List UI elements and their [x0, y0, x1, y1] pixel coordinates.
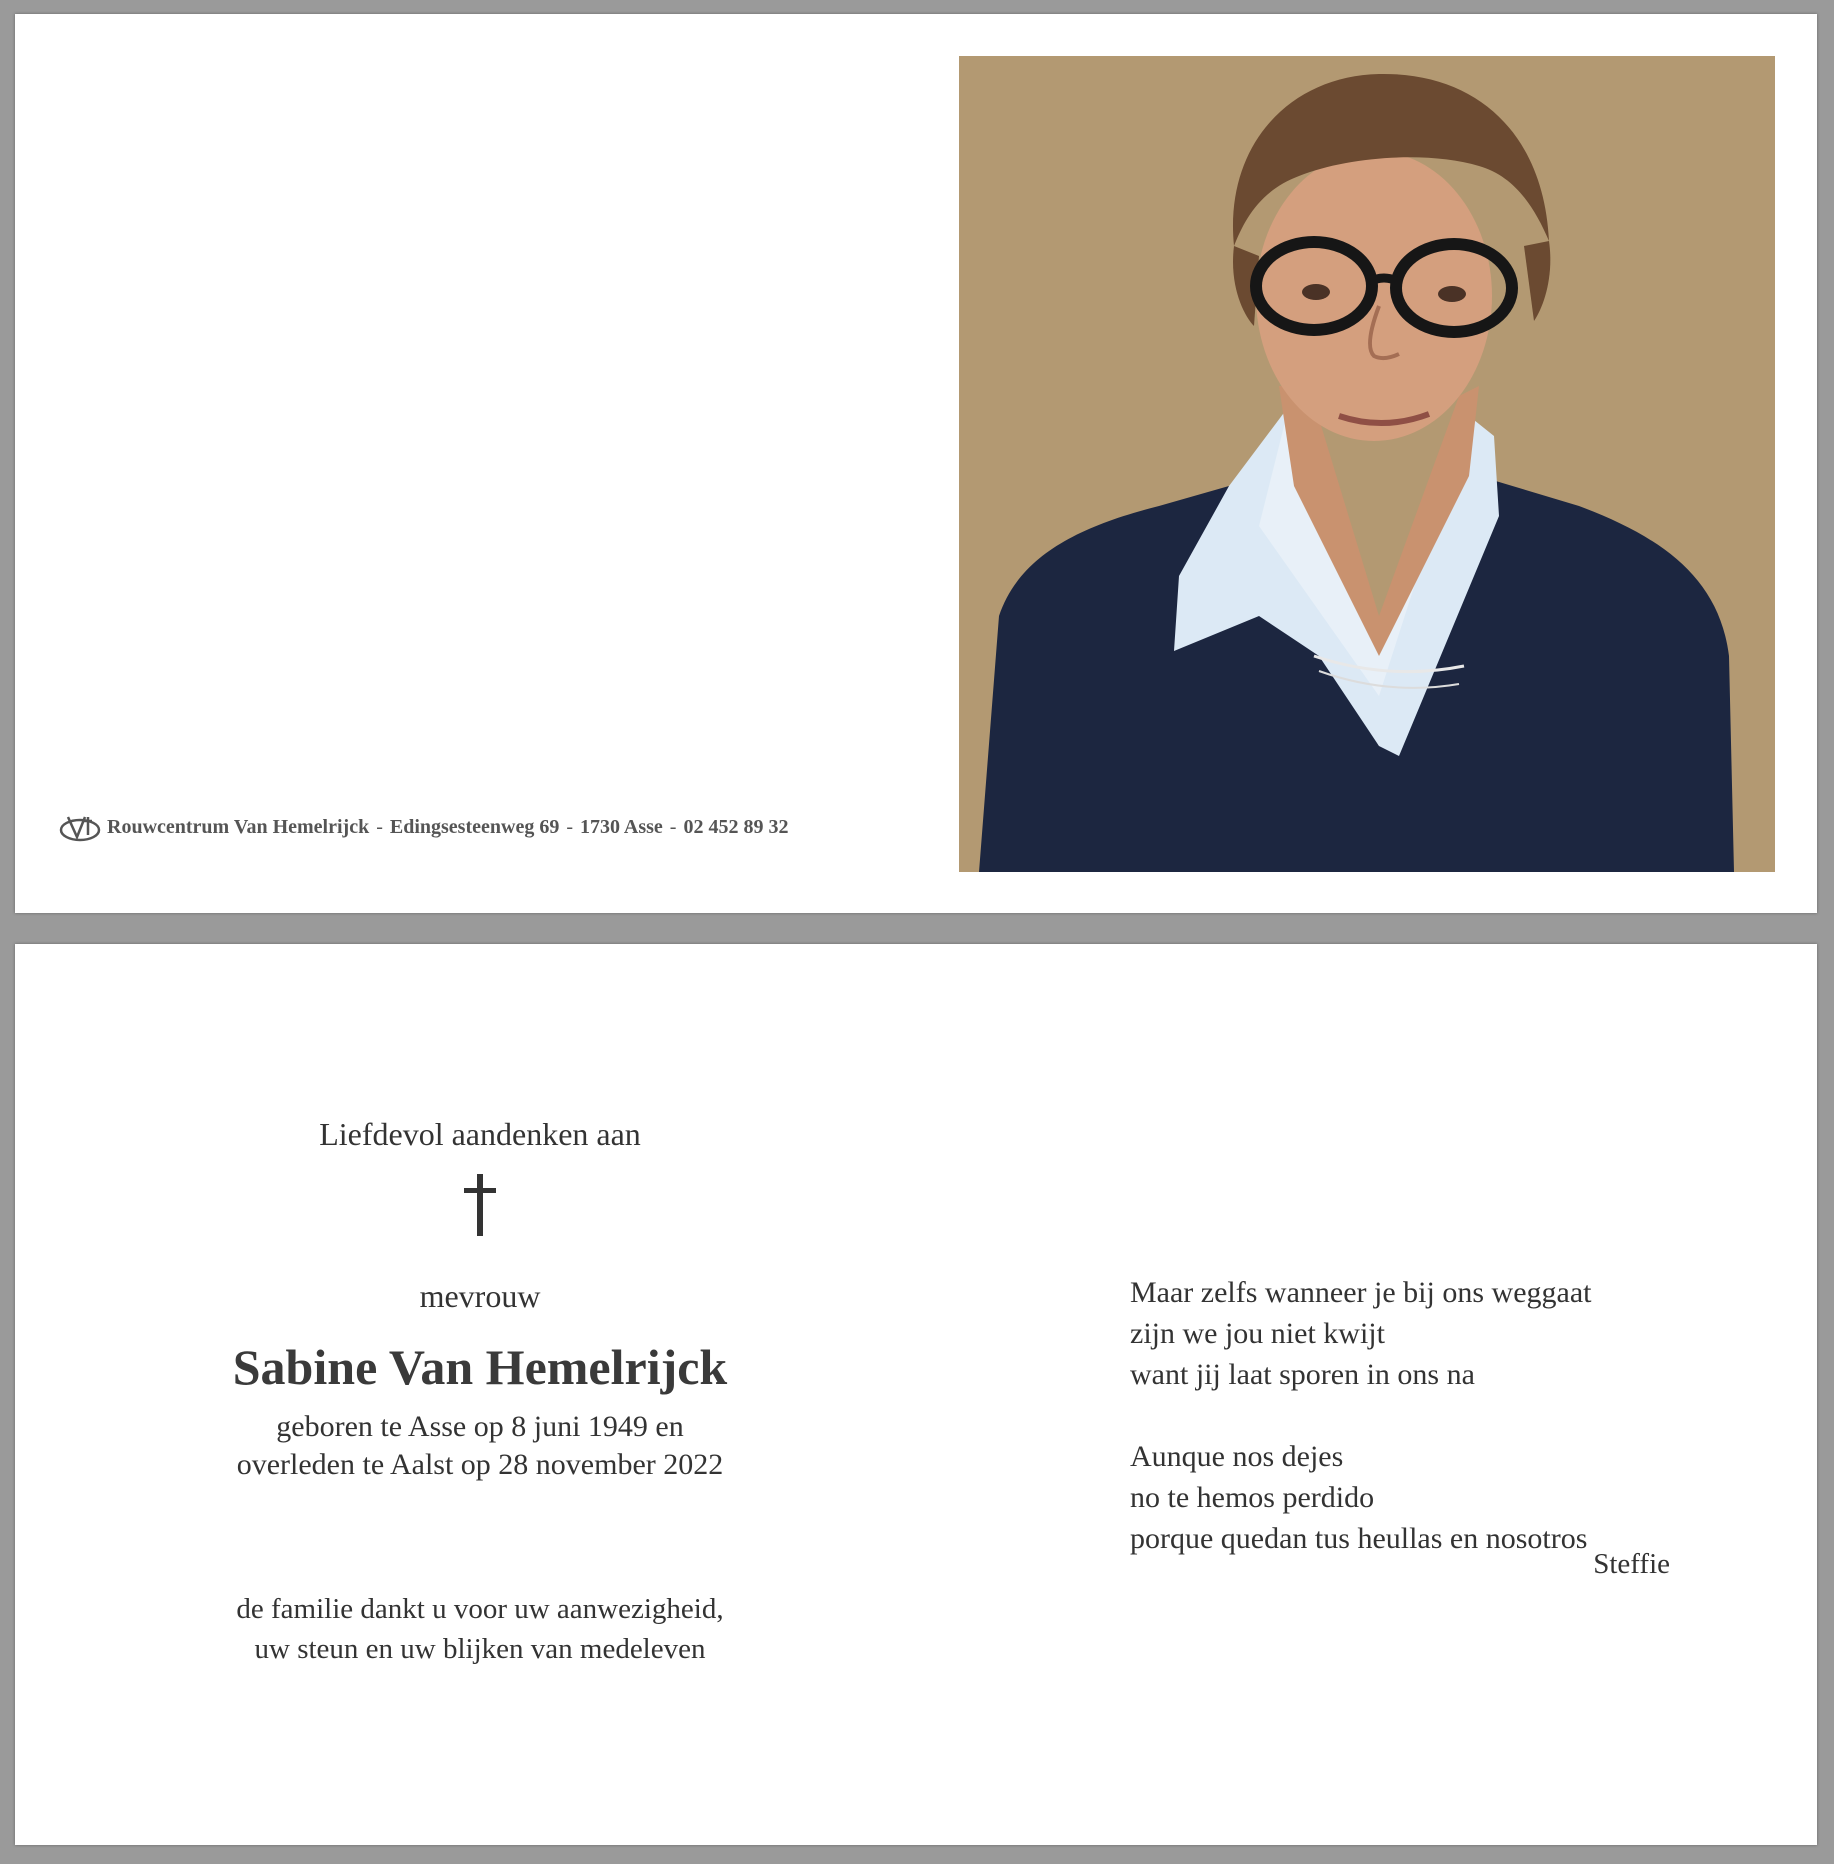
poem-line: Maar zelfs wanneer je bij ons weggaat	[1130, 1276, 1592, 1309]
deceased-name: Sabine Van Hemelrijck	[232, 1339, 728, 1395]
stanza-gap	[1130, 1395, 1591, 1436]
footer-city: 1730 Asse	[580, 815, 663, 838]
footer-separator: -	[669, 815, 677, 838]
card-front	[15, 14, 1817, 913]
thanks-line: uw steun en uw blijken van medeleven	[254, 1633, 706, 1665]
life-dates	[115, 1408, 845, 1484]
portrait-photo	[959, 56, 1775, 872]
card-inside	[15, 944, 1817, 1845]
vh-logo-icon	[59, 811, 101, 843]
thanks-line: de familie dankt u voor uw aanwezigheid,	[236, 1593, 724, 1625]
poem-line: zijn we jou niet kwijt	[1130, 1317, 1385, 1350]
portrait-illustration	[959, 56, 1775, 872]
intro-text: Liefdevol aandenken aan	[319, 1116, 641, 1152]
footer-company: Rouwcentrum Van Hemelrijck	[107, 815, 370, 838]
poem-line: porque quedan tus heullas en nosotros	[1130, 1522, 1588, 1555]
died-line: overleden te Aalst op 28 november 2022	[236, 1448, 724, 1481]
footer-address: Edingsesteenweg 69	[389, 815, 560, 838]
poem	[1130, 1272, 1591, 1559]
thanks-text	[115, 1589, 845, 1669]
footer-phone: 02 452 89 32	[683, 815, 789, 838]
poem-line: no te hemos perdido	[1130, 1481, 1375, 1514]
funeral-home-footer	[59, 810, 788, 844]
footer-separator: -	[566, 815, 573, 838]
cross-icon	[115, 1172, 845, 1242]
honorific: mevrouw	[419, 1278, 541, 1314]
born-line: geboren te Asse op 8 juni 1949 en	[276, 1410, 684, 1443]
poem-line: Aunque nos dejes	[1130, 1440, 1344, 1473]
footer-separator: -	[376, 815, 383, 838]
poem-signature: Steffie	[1593, 1548, 1670, 1580]
poem-line: want jij laat sporen in ons na	[1130, 1358, 1475, 1391]
